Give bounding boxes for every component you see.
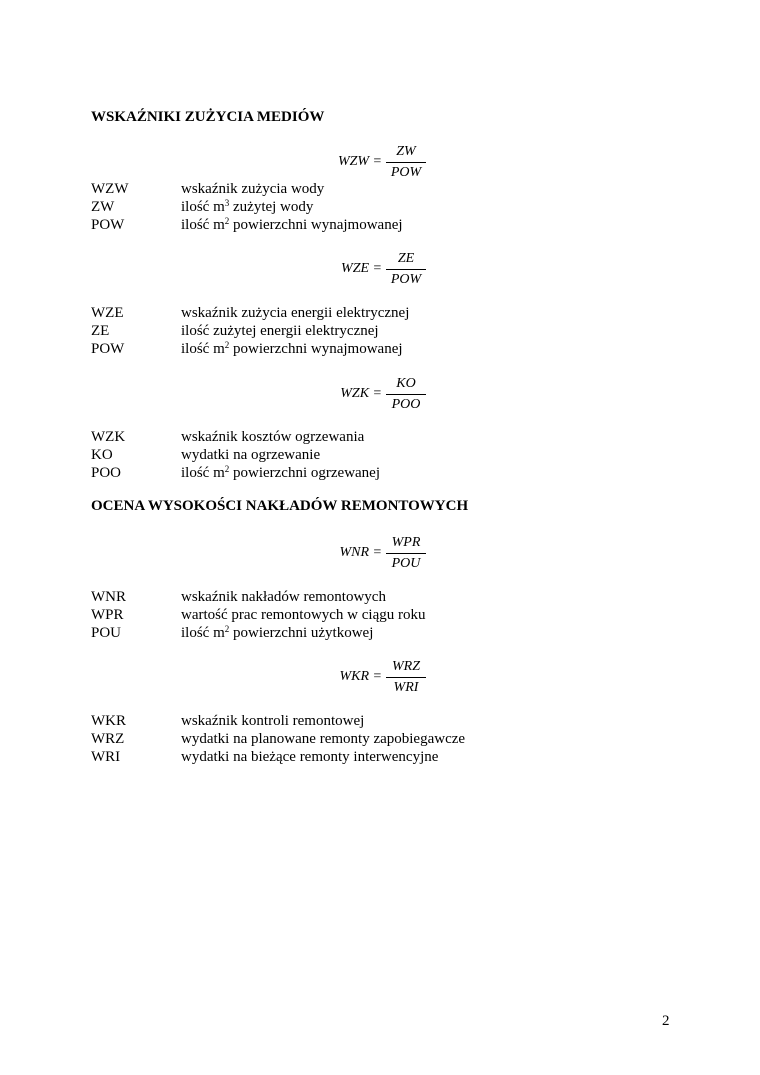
- fraction-bar: [386, 162, 426, 163]
- definition-description: [181, 624, 373, 642]
- definition-symbol: WZW: [91, 181, 129, 197]
- desc-prefix: ilość m: [181, 199, 225, 215]
- definition-list-wkr: [91, 712, 591, 766]
- definition-description: wartość prac remontowych w ciągu roku: [181, 607, 426, 623]
- definition-symbol: ZW: [91, 199, 115, 215]
- definition-symbol: WRZ: [91, 731, 125, 747]
- definition-symbol: POO: [91, 465, 122, 481]
- formula-wnr: [330, 534, 430, 574]
- desc-suffix: powierzchni wynajmowanej: [229, 341, 403, 357]
- definition-description: wydatki na planowane remonty zapobiegawcze: [181, 731, 466, 747]
- formula-denominator: POW: [390, 272, 422, 287]
- definition-row: [91, 428, 591, 446]
- formula-numerator: WRZ: [392, 659, 420, 674]
- definition-description: wskaźnik kontroli remontowej: [181, 713, 365, 729]
- definition-row: [91, 624, 591, 642]
- definition-row: [91, 198, 591, 216]
- desc-suffix: powierzchni ogrzewanej: [229, 465, 381, 481]
- definition-symbol: WPR: [91, 607, 124, 623]
- desc-prefix: ilość m: [181, 465, 225, 481]
- definition-description: [181, 198, 313, 216]
- definition-row: [91, 606, 591, 624]
- formula-lhs: WNR =: [339, 545, 382, 560]
- formula-lhs: WKR =: [339, 669, 382, 684]
- definition-row: [91, 322, 591, 340]
- desc-prefix: ilość m: [181, 341, 225, 357]
- desc-suffix: zużytej wody: [229, 199, 314, 215]
- formula-denominator: POW: [390, 165, 422, 180]
- definition-row: [91, 446, 591, 464]
- definition-symbol: POW: [91, 341, 125, 357]
- formula-fraction: [386, 534, 426, 573]
- definition-symbol: KO: [91, 447, 113, 463]
- definition-row: [91, 340, 591, 358]
- definition-symbol: ZE: [91, 323, 110, 339]
- page-number: 2: [662, 1013, 670, 1029]
- formula-denominator: POO: [391, 397, 421, 412]
- formula-wzk: [330, 375, 430, 415]
- desc-suffix: powierzchni użytkowej: [229, 625, 374, 641]
- formula-numerator: ZW: [396, 144, 416, 159]
- definition-row: [91, 712, 591, 730]
- definition-description: wskaźnik zużycia wody: [181, 181, 325, 197]
- unit-exponent: 2: [224, 624, 230, 634]
- formula-numerator: KO: [396, 376, 416, 391]
- definition-description: wskaźnik kosztów ogrzewania: [181, 429, 365, 445]
- formula-fraction: [386, 143, 426, 182]
- definition-list-wnr: [91, 588, 591, 642]
- unit-exponent: 3: [224, 198, 230, 208]
- formula-fraction: [386, 658, 426, 697]
- section-heading-renovation-expenditure: OCENA WYSOKOŚCI NAKŁADÓW REMONTOWYCH: [91, 498, 469, 514]
- definition-symbol: POW: [91, 217, 125, 233]
- definition-row: [91, 588, 591, 606]
- definition-row: [91, 748, 591, 766]
- definition-row: [91, 304, 591, 322]
- desc-prefix: ilość m: [181, 625, 225, 641]
- definition-description: ilość zużytej energii elektrycznej: [181, 323, 379, 339]
- definition-description: wydatki na bieżące remonty interwencyjne: [181, 749, 439, 765]
- definition-row: [91, 730, 591, 748]
- definition-description: wskaźnik nakładów remontowych: [181, 589, 386, 605]
- definition-symbol: WZK: [91, 429, 126, 445]
- definition-list-wzk: [91, 428, 591, 482]
- definition-list-wze: [91, 304, 591, 358]
- definition-symbol: WZE: [91, 305, 124, 321]
- formula-numerator: WPR: [391, 535, 421, 550]
- formula-wze: [330, 250, 430, 290]
- unit-exponent: 2: [224, 464, 230, 474]
- definition-row: [91, 464, 591, 482]
- fraction-bar: [386, 553, 426, 554]
- formula-numerator: ZE: [397, 251, 415, 266]
- definition-description: wydatki na ogrzewanie: [181, 447, 321, 463]
- definition-list-wzw: [91, 180, 591, 234]
- desc-prefix: ilość m: [181, 217, 225, 233]
- formula-wzw: [330, 143, 430, 183]
- formula-wkr: [330, 658, 430, 698]
- fraction-bar: [386, 677, 426, 678]
- formula-fraction: [386, 375, 426, 414]
- fraction-bar: [386, 394, 426, 395]
- unit-exponent: 2: [224, 340, 230, 350]
- definition-symbol: WNR: [91, 589, 126, 605]
- formula-denominator: POU: [391, 556, 421, 571]
- unit-exponent: 2: [224, 216, 230, 226]
- definition-description: wskaźnik zużycia energii elektrycznej: [181, 305, 410, 321]
- definition-row: [91, 216, 591, 234]
- definition-symbol: WRI: [91, 749, 121, 765]
- definition-description: [181, 464, 380, 482]
- formula-lhs: WZK =: [340, 386, 382, 401]
- formula-lhs: WZE =: [341, 261, 382, 276]
- definition-symbol: POU: [91, 625, 122, 641]
- definition-description: [181, 340, 403, 358]
- desc-suffix: powierzchni wynajmowanej: [229, 217, 403, 233]
- formula-fraction: [386, 250, 426, 289]
- section-heading-media-usage: WSKAŹNIKI ZUŻYCIA MEDIÓW: [91, 109, 325, 125]
- formula-lhs: WZW =: [337, 154, 382, 169]
- definition-row: [91, 180, 591, 198]
- formula-denominator: WRI: [393, 680, 419, 695]
- fraction-bar: [386, 269, 426, 270]
- definition-description: [181, 216, 403, 234]
- definition-symbol: WKR: [91, 713, 126, 729]
